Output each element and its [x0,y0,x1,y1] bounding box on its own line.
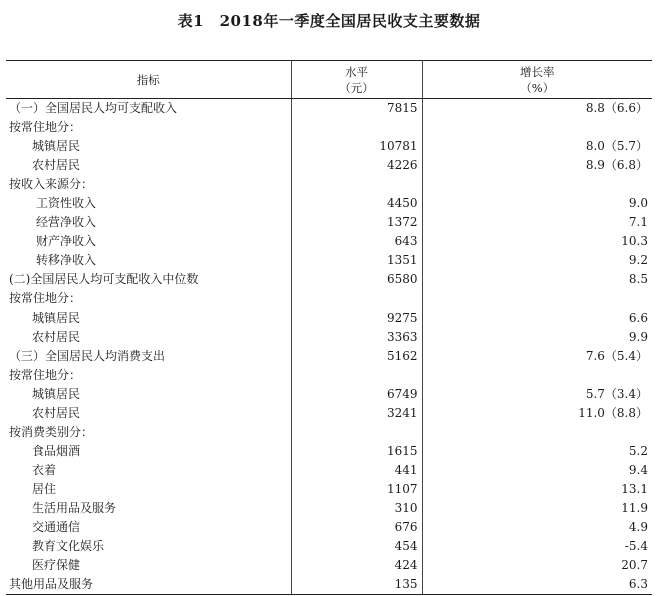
row-level-value: 3241 [291,404,422,423]
table-row [6,194,652,213]
table-row [6,156,652,175]
row-indicator-label: 按常住地分： [6,366,291,385]
header-level [291,61,422,99]
row-level-value: 441 [291,461,422,480]
table-body [6,99,652,595]
row-growth-rate: 11.0（8.8） [578,405,648,420]
row-level-value [291,366,422,385]
row-growth-rate [422,175,652,194]
row-growth-rate: 20.7 [621,558,648,573]
header-indicator [6,61,291,99]
row-level-value [291,289,422,308]
header-growth-label: 增长率 [520,64,555,79]
row-level-value: 310 [291,499,422,518]
table-row [6,99,652,119]
header-level-unit: （元） [339,80,374,95]
row-level-value: 10781 [291,137,422,156]
row-level-value: 1372 [291,213,422,232]
income-expenditure-table [6,60,652,595]
table-row [6,423,652,442]
row-indicator-label: 工资性收入 [6,194,291,213]
table-row [6,404,652,423]
row-indicator-label: 农村居民 [6,328,291,347]
row-level-value [291,175,422,194]
row-level-value: 4226 [291,156,422,175]
row-growth-rate: 8.0（5.7） [585,139,648,154]
row-level-value: 676 [291,518,422,537]
row-indicator-label: 其他用品及服务 [6,575,291,595]
table-row [6,442,652,461]
table-row [6,213,652,232]
row-indicator-label: 农村居民 [6,404,291,423]
table-row [6,328,652,347]
table-row [6,480,652,499]
table-row [6,118,652,137]
row-growth-rate: 10.3 [621,234,648,249]
row-level-value: 424 [291,556,422,575]
table-header-row [6,61,652,99]
row-growth-rate: 7.6（5.4） [585,348,648,363]
table-row [6,461,652,480]
row-indicator-label: 城镇居民 [6,137,291,156]
row-growth-rate: 7.1 [628,215,648,230]
row-indicator-label: 农村居民 [6,156,291,175]
table-row [6,499,652,518]
row-growth-rate: 9.9 [628,329,648,344]
row-growth-rate: 9.0 [628,196,648,211]
row-indicator-label: 衣着 [6,461,291,480]
table-row [6,309,652,328]
row-indicator-label: 居住 [6,480,291,499]
row-growth-rate: 8.8（6.6） [585,101,648,116]
row-growth-rate: 13.1 [621,481,648,496]
row-level-value: 7815 [291,99,422,119]
row-level-value: 6580 [291,270,422,289]
row-level-value: 1351 [291,251,422,270]
row-indicator-label: 生活用品及服务 [6,499,291,518]
row-indicator-label: 食品烟酒 [6,442,291,461]
row-indicator-label: 城镇居民 [6,385,291,404]
row-indicator-label: （一）全国居民人均可支配收入 [6,99,291,119]
row-level-value: 5162 [291,347,422,366]
table-row [6,518,652,537]
table-title: 表1 2018年一季度全国居民收支主要数据 [177,12,481,30]
row-growth-rate [422,289,652,308]
table-row [6,175,652,194]
table-row [6,575,652,595]
row-level-value: 9275 [291,309,422,328]
table-row [6,137,652,156]
row-growth-rate: -5.4 [624,539,648,554]
row-indicator-label: 教育文化娱乐 [6,537,291,556]
row-indicator-label: 财产净收入 [6,232,291,251]
row-indicator-label: 按消费类别分： [6,423,291,442]
row-growth-rate: 6.3 [422,575,652,595]
row-indicator-label: (二)全国居民人均可支配收入中位数 [6,270,291,289]
row-level-value [291,423,422,442]
row-level-value: 4450 [291,194,422,213]
row-level-value: 454 [291,537,422,556]
row-growth-rate: 11.9 [621,501,648,515]
row-growth-rate [422,118,652,137]
table-row [6,537,652,556]
row-indicator-label: 按常住地分： [6,118,291,137]
row-growth-rate: 8.5 [628,272,648,287]
row-level-value [291,118,422,137]
row-growth-rate: 8.9（6.8） [585,158,648,173]
table-row [6,289,652,308]
row-indicator-label: 交通通信 [6,518,291,537]
table-row [6,556,652,575]
table-row [6,385,652,404]
row-level-value: 6749 [291,385,422,404]
table-row [6,366,652,385]
row-growth-rate: 4.9 [628,520,648,535]
row-indicator-label: 按收入来源分： [6,175,291,194]
row-indicator-label: 医疗保健 [6,556,291,575]
row-level-value: 1107 [291,480,422,499]
row-level-value: 135 [291,575,422,595]
header-growth [422,61,652,99]
table-row [6,232,652,251]
header-level-label: 水平 [345,64,368,79]
row-level-value: 1615 [291,442,422,461]
table-row [6,270,652,289]
row-growth-rate: 5.7（3.4） [585,386,648,401]
row-growth-rate: 9.2 [628,253,648,268]
row-growth-rate: 6.6 [628,310,648,325]
row-indicator-label: 城镇居民 [6,309,291,328]
row-level-value: 643 [291,232,422,251]
row-indicator-label: （三）全国居民人均消费支出 [6,347,291,366]
header-indicator-label: 指标 [136,72,160,87]
row-growth-rate [422,423,652,442]
header-growth-unit: （%） [520,80,555,95]
row-growth-rate [422,366,652,385]
row-level-value: 3363 [291,328,422,347]
row-indicator-label: 转移净收入 [6,251,291,270]
table-row [6,347,652,366]
table-row [6,251,652,270]
row-indicator-label: 经营净收入 [6,213,291,232]
row-growth-rate: 5.2 [628,443,648,458]
row-indicator-label: 按常住地分： [6,289,291,308]
row-growth-rate: 9.4 [628,462,648,477]
